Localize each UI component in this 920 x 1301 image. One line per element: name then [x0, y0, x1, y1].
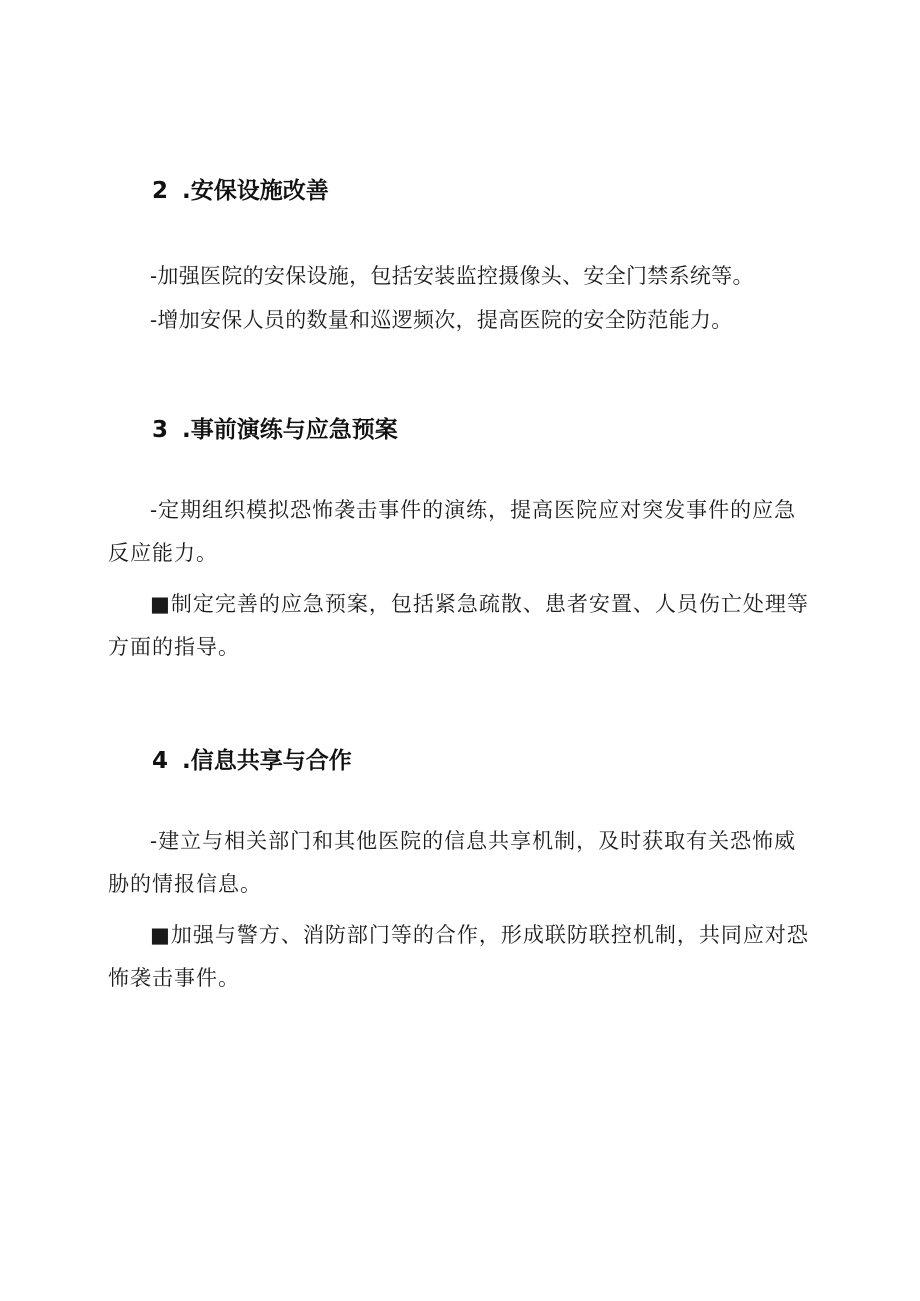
paragraph: -增加安保人员的数量和巡逻频次，提高医院的安全防范能力。: [150, 308, 733, 332]
section-number: 2: [152, 178, 169, 204]
paragraph: -定期组织模拟恐怖袭击事件的演练，提高医院应对突发事件的应急反应能力。: [108, 498, 797, 565]
section-heading-2: [152, 176, 329, 206]
section-number: 4: [152, 748, 169, 774]
section-heading-3: [152, 415, 398, 445]
paragraph: ■加强与警方、消防部门等的合作，形成联防联控机制，共同应对恐怖袭击事件。: [108, 923, 809, 990]
section-title: .信息共享与合作: [182, 748, 352, 774]
section-number: 3: [152, 417, 169, 443]
paragraph: -加强医院的安保设施，包括安装监控摄像头、安全门禁系统等。: [150, 264, 754, 288]
section-heading-4: [152, 746, 352, 776]
section-title: .安保设施改善: [182, 178, 329, 204]
paragraph: -建立与相关部门和其他医院的信息共享机制，及时获取有关恐怖威胁的情报信息。: [108, 829, 797, 896]
section-title: .事前演练与应急预案: [182, 417, 398, 443]
paragraph: ■制定完善的应急预案，包括紧急疏散、患者安置、人员伤亡处理等方面的指导。: [108, 592, 809, 659]
